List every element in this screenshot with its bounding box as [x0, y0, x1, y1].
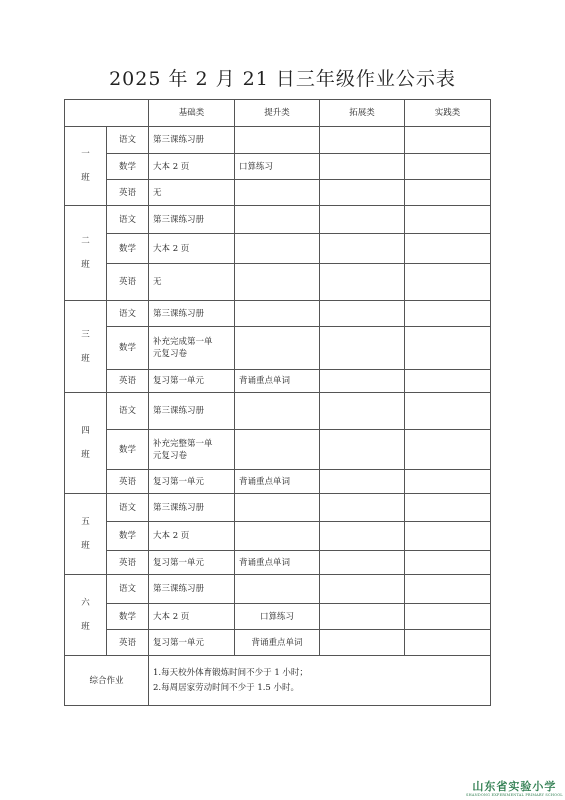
- extend-homework-cell: [320, 551, 405, 575]
- basic-homework-cell: 大本 2 页: [149, 522, 235, 551]
- basic-homework-cell: 第三课练习册: [149, 494, 235, 522]
- basic-homework-cell: 补充完整第一单 元复习卷: [149, 430, 235, 470]
- table-row: [65, 154, 491, 180]
- subject-cell: 英语: [107, 180, 149, 206]
- subject-cell: 数学: [107, 430, 149, 470]
- extend-homework-cell: [320, 180, 405, 206]
- column-header: 提升类: [235, 100, 320, 127]
- subject-cell: 英语: [107, 264, 149, 301]
- practice-homework-cell: [405, 430, 491, 470]
- basic-homework-cell: 补充完成第一单 元复习卷: [149, 327, 235, 370]
- extend-homework-cell: [320, 604, 405, 630]
- table-row: [65, 522, 491, 551]
- extend-homework-cell: [320, 154, 405, 180]
- basic-homework-cell: 复习第一单元: [149, 470, 235, 494]
- basic-homework-cell: 复习第一单元: [149, 551, 235, 575]
- improve-homework-cell: [235, 430, 320, 470]
- table-row: [65, 575, 491, 604]
- extend-homework-cell: [320, 370, 405, 393]
- improve-homework-cell: [235, 264, 320, 301]
- improve-homework-cell: 背诵重点单词: [235, 470, 320, 494]
- table-row: [65, 470, 491, 494]
- extend-homework-cell: [320, 522, 405, 551]
- practice-homework-cell: [405, 327, 491, 370]
- table-row: [65, 327, 491, 370]
- class-name-cell: 四 班: [65, 393, 107, 494]
- table-row: [65, 393, 491, 430]
- improve-homework-cell: 背诵重点单词: [235, 630, 320, 656]
- class-name-cell: 三 班: [65, 301, 107, 393]
- practice-homework-cell: [405, 551, 491, 575]
- class-name-cell: 一 班: [65, 127, 107, 206]
- practice-homework-cell: [405, 180, 491, 206]
- practice-homework-cell: [405, 301, 491, 327]
- subject-cell: 语文: [107, 127, 149, 154]
- subject-cell: 英语: [107, 630, 149, 656]
- subject-cell: 语文: [107, 575, 149, 604]
- subject-cell: 英语: [107, 370, 149, 393]
- subject-cell: 数学: [107, 327, 149, 370]
- subject-cell: 数学: [107, 154, 149, 180]
- practice-homework-cell: [405, 604, 491, 630]
- summary-note: 2.每周居家劳动时间不少于 1.5 小时。: [153, 682, 300, 693]
- extend-homework-cell: [320, 327, 405, 370]
- table-row: [65, 234, 491, 264]
- improve-homework-cell: [235, 206, 320, 234]
- subject-cell: 数学: [107, 522, 149, 551]
- subject-cell: 数学: [107, 234, 149, 264]
- basic-homework-cell: 大本 2 页: [149, 154, 235, 180]
- improve-homework-cell: [235, 575, 320, 604]
- extend-homework-cell: [320, 575, 405, 604]
- practice-homework-cell: [405, 393, 491, 430]
- column-header: 基础类: [149, 100, 235, 127]
- basic-homework-cell: 无: [149, 180, 235, 206]
- practice-homework-cell: [405, 522, 491, 551]
- practice-homework-cell: [405, 630, 491, 656]
- table-row: [65, 180, 491, 206]
- homework-table: [64, 99, 491, 706]
- practice-homework-cell: [405, 206, 491, 234]
- column-header: 拓展类: [320, 100, 405, 127]
- header-row: [65, 100, 491, 127]
- extend-homework-cell: [320, 630, 405, 656]
- table-row: [65, 127, 491, 154]
- extend-homework-cell: [320, 234, 405, 264]
- summary-label-cell: 综合作业: [65, 656, 149, 706]
- subject-cell: 语文: [107, 206, 149, 234]
- summary-row: [65, 656, 491, 706]
- subject-cell: 英语: [107, 551, 149, 575]
- improve-homework-cell: 口算练习: [235, 154, 320, 180]
- improve-homework-cell: 背诵重点单词: [235, 551, 320, 575]
- table-row: [65, 206, 491, 234]
- practice-homework-cell: [405, 264, 491, 301]
- practice-homework-cell: [405, 127, 491, 154]
- page-title: 2025 年 2 月 21 日三年级作业公示表: [109, 68, 456, 90]
- practice-homework-cell: [405, 370, 491, 393]
- school-logo: [466, 780, 563, 798]
- school-logo-text: 山东省实验小学: [472, 780, 557, 793]
- basic-homework-cell: 第三课练习册: [149, 393, 235, 430]
- subject-cell: 语文: [107, 494, 149, 522]
- class-name-cell: 二 班: [65, 206, 107, 301]
- basic-homework-cell: 第三课练习册: [149, 301, 235, 327]
- table-row: [65, 494, 491, 522]
- table-row: [65, 551, 491, 575]
- class-name-cell: 六 班: [65, 575, 107, 656]
- basic-homework-cell: 复习第一单元: [149, 370, 235, 393]
- improve-homework-cell: [235, 180, 320, 206]
- improve-homework-cell: [235, 127, 320, 154]
- improve-homework-cell: [235, 393, 320, 430]
- extend-homework-cell: [320, 206, 405, 234]
- table-row: [65, 430, 491, 470]
- table-row: [65, 370, 491, 393]
- header-blank-cell: [65, 100, 149, 127]
- practice-homework-cell: [405, 494, 491, 522]
- class-name-cell: 五 班: [65, 494, 107, 575]
- extend-homework-cell: [320, 301, 405, 327]
- extend-homework-cell: [320, 494, 405, 522]
- improve-homework-cell: 背诵重点单词: [235, 370, 320, 393]
- subject-cell: 英语: [107, 470, 149, 494]
- practice-homework-cell: [405, 575, 491, 604]
- basic-homework-cell: 大本 2 页: [149, 234, 235, 264]
- summary-notes-cell: [149, 656, 491, 706]
- table-row: [65, 264, 491, 301]
- summary-note: 1.每天校外体育锻炼时间不少于 1 小时；: [153, 667, 308, 678]
- practice-homework-cell: [405, 234, 491, 264]
- improve-homework-cell: [235, 327, 320, 370]
- table-row: [65, 630, 491, 656]
- extend-homework-cell: [320, 430, 405, 470]
- practice-homework-cell: [405, 470, 491, 494]
- improve-homework-cell: [235, 234, 320, 264]
- basic-homework-cell: 复习第一单元: [149, 630, 235, 656]
- improve-homework-cell: [235, 522, 320, 551]
- table-row: [65, 301, 491, 327]
- column-header: 实践类: [405, 100, 491, 127]
- table-row: [65, 604, 491, 630]
- basic-homework-cell: 第三课练习册: [149, 127, 235, 154]
- improve-homework-cell: 口算练习: [235, 604, 320, 630]
- subject-cell: 语文: [107, 393, 149, 430]
- basic-homework-cell: 无: [149, 264, 235, 301]
- basic-homework-cell: 第三课练习册: [149, 206, 235, 234]
- extend-homework-cell: [320, 470, 405, 494]
- extend-homework-cell: [320, 264, 405, 301]
- subject-cell: 语文: [107, 301, 149, 327]
- extend-homework-cell: [320, 127, 405, 154]
- improve-homework-cell: [235, 494, 320, 522]
- subject-cell: 数学: [107, 604, 149, 630]
- basic-homework-cell: 大本 2 页: [149, 604, 235, 630]
- homework-table-body: [65, 100, 491, 706]
- practice-homework-cell: [405, 154, 491, 180]
- school-logo-subtitle: SHANDONG EXPERIMENTAL PRIMARY SCHOOL: [466, 793, 563, 797]
- extend-homework-cell: [320, 393, 405, 430]
- basic-homework-cell: 第三课练习册: [149, 575, 235, 604]
- improve-homework-cell: [235, 301, 320, 327]
